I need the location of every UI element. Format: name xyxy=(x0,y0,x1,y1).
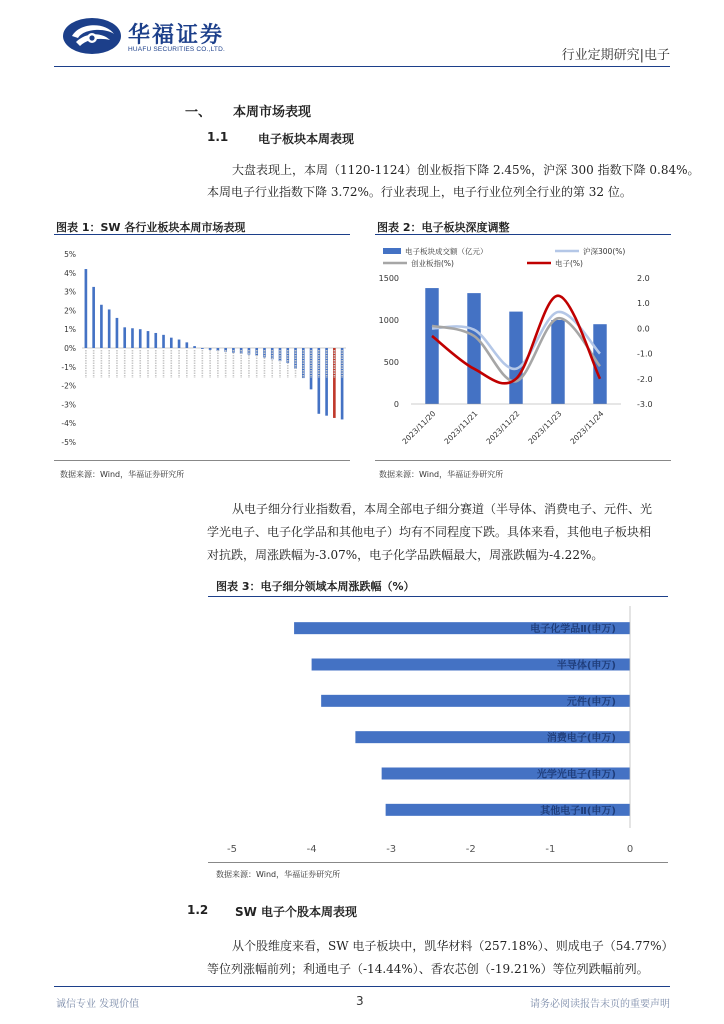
bar xyxy=(467,293,480,404)
page-number: 3 xyxy=(356,994,364,1008)
paragraph-line: 对抗跌，周涨跌幅为-3.07%，电子化学品跌幅最大，周涨跌幅为-4.22%。 xyxy=(207,548,604,562)
subsection-number: 1.1 xyxy=(207,130,229,144)
figure2-source: 数据来源：Wind，华福证券研究所 xyxy=(379,470,504,479)
x-tick-label: 2023/11/20 xyxy=(400,409,438,446)
bar xyxy=(551,320,564,404)
bar xyxy=(92,287,95,348)
y-tick-label: -2% xyxy=(61,381,76,391)
bar xyxy=(209,348,212,350)
bar xyxy=(85,269,88,348)
bar xyxy=(279,348,282,361)
header-rule xyxy=(54,66,670,67)
figure1-chart xyxy=(54,240,354,458)
figure3-rule xyxy=(208,596,668,597)
y-left-tick-label: 1500 xyxy=(378,274,399,283)
figure3-source: 数据来源：Wind，华福证券研究所 xyxy=(216,870,341,879)
paragraph-line: 从个股维度来看，SW 电子板块中，凯华材料（257.18%）、则成电子（54.77%） xyxy=(232,939,674,953)
x-tick-label: 2023/11/24 xyxy=(568,409,606,446)
y-tick-label: 1% xyxy=(64,325,76,335)
figure3-bottom-rule xyxy=(208,862,668,863)
bar xyxy=(425,288,438,404)
bar xyxy=(108,309,111,348)
category-label: 半导体(申万) xyxy=(556,660,616,672)
bar xyxy=(131,328,134,348)
x-tick-label: -3 xyxy=(386,844,397,855)
x-tick-label: -5 xyxy=(227,844,237,855)
y-tick-label: 0% xyxy=(64,344,76,353)
paragraph-line: 本周电子行业指数下降 3.72%。行业表现上，电子行业位列全行业的第 32 位。 xyxy=(207,185,632,199)
category-label: 消费电子(申万) xyxy=(546,733,616,745)
section-title: 本周市场表现 xyxy=(233,105,312,120)
legend-label: 沪深300(%) xyxy=(583,247,626,256)
bar xyxy=(255,348,258,356)
x-tick-label: 2023/11/21 xyxy=(442,409,480,446)
bar xyxy=(170,338,173,348)
legend-swatch xyxy=(383,248,401,254)
bar xyxy=(147,331,150,348)
y-tick-label: -5% xyxy=(61,438,76,447)
y-right-tick-label: 1.0 xyxy=(637,299,650,309)
section-number: 一、 xyxy=(185,105,212,120)
figure1-bottom-rule xyxy=(54,460,350,461)
figure3-title: 图表 3：电子细分领域本周涨跌幅（%） xyxy=(216,580,415,593)
footer-rule xyxy=(54,986,670,987)
bar xyxy=(100,305,103,348)
y-tick-label: -1% xyxy=(61,362,76,372)
y-left-tick-label: 1000 xyxy=(378,316,399,325)
figure2-title: 图表 2：电子板块深度调整 xyxy=(377,221,510,234)
paragraph-line: 学光电子、电子化学品和其他电子）均有不同程度下跌。具体来看，其他电子板块相 xyxy=(207,525,652,539)
bar xyxy=(509,312,522,404)
company-name-en: HUAFU SECURITIES CO.,LTD. xyxy=(128,46,225,53)
x-tick-label: -1 xyxy=(545,844,556,855)
x-tick-label: -2 xyxy=(465,844,476,855)
y-tick-label: 2% xyxy=(64,306,76,316)
paragraph-line: 大盘表现上，本周（1120-1124）创业板指下降 2.45%，沪深 300 指数下降 0.84%。 xyxy=(232,163,700,177)
figure1-rule xyxy=(54,234,350,235)
footer-disclaimer: 请务必阅读报告末页的重要声明 xyxy=(530,999,670,1010)
y-left-tick-label: 500 xyxy=(383,358,399,367)
y-tick-label: 3% xyxy=(64,287,76,297)
x-tick-label: 2023/11/22 xyxy=(484,409,522,446)
y-right-tick-label: -1.0 xyxy=(637,349,653,359)
bar xyxy=(201,348,204,349)
figure2-chart xyxy=(375,240,673,458)
y-left-tick-label: 0 xyxy=(393,400,399,409)
bar xyxy=(154,333,157,348)
figure2-bottom-rule xyxy=(375,460,671,461)
category-label: 其他电子Ⅱ(申万) xyxy=(540,805,616,817)
y-right-tick-label: 0.0 xyxy=(637,324,650,334)
legend-label: 创业板指(%) xyxy=(411,259,454,268)
subsection-title: 电子板块本周表现 xyxy=(258,132,355,146)
figure1-title: 图表 1：SW 各行业板块本周市场表现 xyxy=(56,221,246,234)
bar xyxy=(162,335,165,348)
figure3-chart xyxy=(208,600,670,860)
company-name-cn: 华福证券 xyxy=(128,22,225,48)
figure2-rule xyxy=(375,234,671,235)
paragraph-line: 从电子细分行业指数看，本周全部电子细分赛道（半导体、消费电子、元件、光 xyxy=(232,502,653,516)
y-tick-label: 4% xyxy=(64,268,76,278)
y-tick-label: -3% xyxy=(61,400,76,410)
figure1-source: 数据来源：Wind，华福证券研究所 xyxy=(60,470,185,479)
category-label: 光学光电子(申万) xyxy=(536,769,616,781)
y-right-tick-label: -2.0 xyxy=(637,374,653,384)
subsection-number: 1.2 xyxy=(187,903,209,917)
paragraph-line: 等位列涨幅前列；利通电子（-14.44%）、香农芯创（-19.21%）等位列跌幅前列。 xyxy=(207,962,649,976)
bar xyxy=(139,329,142,348)
legend-label: 电子(%) xyxy=(555,259,583,268)
bar xyxy=(178,340,181,348)
bar xyxy=(116,318,119,348)
category-label: 电子化学品Ⅱ(申万) xyxy=(530,624,616,636)
bar xyxy=(186,342,189,348)
x-tick-label: 2023/11/23 xyxy=(526,409,564,446)
category-label: 元件(申万) xyxy=(566,696,616,708)
y-tick-label: 5% xyxy=(64,250,76,259)
subsection-title: SW 电子个股本周表现 xyxy=(235,905,358,919)
company-logo xyxy=(62,16,124,56)
report-type: 行业定期研究|电子 xyxy=(561,48,670,63)
y-right-tick-label: -3.0 xyxy=(637,400,653,409)
y-tick-label: -4% xyxy=(61,419,76,429)
legend-label: 电子板块成交额（亿元） xyxy=(405,247,488,256)
x-tick-label: -4 xyxy=(306,844,317,855)
y-right-tick-label: 2.0 xyxy=(637,274,650,283)
footer-slogan: 诚信专业 发现价值 xyxy=(56,999,140,1010)
x-tick-label: 0 xyxy=(626,844,634,855)
bar xyxy=(193,346,196,348)
bar xyxy=(123,327,126,348)
